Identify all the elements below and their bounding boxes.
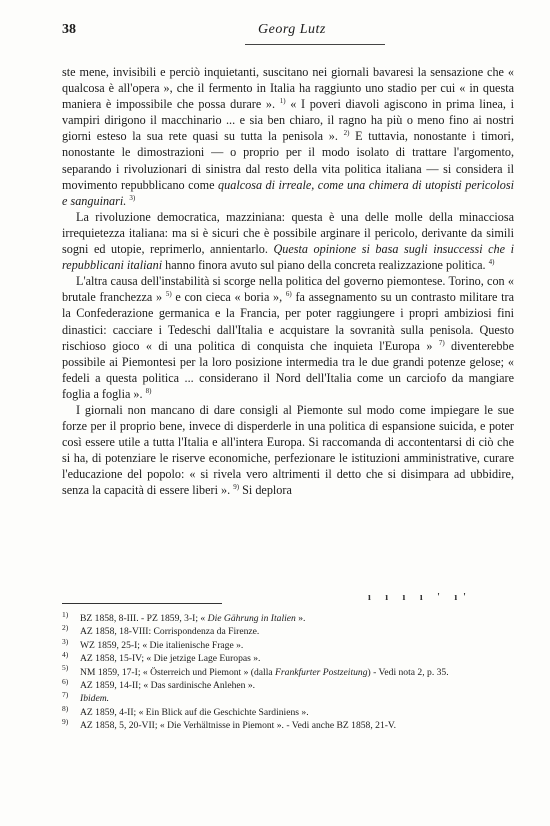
text-run: hanno finora avuto sul piano della concreta realizzazione politica.	[162, 258, 489, 273]
text-run: AZ 1859, 14-II; « Das sardinische Anlehen ».	[80, 680, 256, 692]
footnote-ref: 7)	[438, 338, 445, 347]
text-run: ste mene, invisibili e perciò inquietanti, suscitano nei giornali bavaresi la sensazione che « qualcosa è all'opera », che il fermento in Italia ha raggiunto uno stadio per cui « in questa maniera è impossibile che possa durare ».	[62, 65, 514, 112]
italic-text: Frankfurter Postzeitung	[275, 666, 368, 678]
text-run: WZ 1859, 25-I; « Die italienische Frage ».	[80, 639, 244, 651]
footnote-rule	[62, 603, 222, 604]
text-run: AZ 1858, 18-VIII: Corrispondenza da Firenze.	[80, 626, 260, 638]
text-run: AZ 1859, 4-II; « Ein Blick auf die Geschichte Sardiniens ».	[80, 706, 309, 718]
text-run: ) - Vedi nota 2, p. 35.	[367, 666, 449, 678]
footnote-ref: 4)	[488, 258, 495, 267]
footnote: 4) AZ 1858, 15-IV; « Die jetzige Lage Europas ».	[62, 650, 261, 665]
footnote: 5) NM 1859, 17-I; « Österreich und Piemont » (dalla Frankfurter Postzeitung) - Vedi nota 2, p. 35.	[62, 663, 449, 678]
footnote: 1) BZ 1858, 8-III. - PZ 1859, 3-I; « Die Gährung in Italien ».	[62, 609, 306, 624]
text-run: L'altra causa dell'instabilità si scorge nella politica del governo piemontese. Torino, con « brutale franchezza »	[62, 274, 514, 305]
text-run: ».	[295, 613, 306, 624]
footnote: 9) AZ 1858, 5, 20-VII; « Die Verhältnisse in Piemont ». - Vedi anche BZ 1858, 21-V.	[62, 717, 397, 732]
footnote-ref: 5)	[165, 290, 172, 299]
footnote: 7) Ibidem.	[62, 690, 110, 705]
page-number: 38	[62, 22, 76, 37]
text-run: AZ 1858, 5, 20-VII; « Die Verhältnisse in Piemont ». - Vedi anche BZ 1858, 21-V.	[80, 720, 397, 732]
text-run: fa assegnamento su un contrasto militare tra la Confederazione germanica e la Francia, per poter raggiungere i propri ambiziosi fini dinastici: cacciare i Tedeschi dall'Italia e acquistare la sovranità sulla penisola. Questo rischioso gioco « di una politica di conquista che inquieta l'Europa »	[62, 290, 514, 353]
footnote: 6) AZ 1859, 14-II; « Das sardinische Anlehen ».	[62, 676, 256, 692]
paragraph	[62, 402, 514, 499]
footnote: 2) AZ 1858, 18-VIII: Corrispondenza da Firenze.	[62, 623, 260, 638]
page-header	[62, 22, 514, 40]
text-run: La rivoluzione democratica, mazziniana: questa è una delle molle della minacciosa irrequietezza italiana: ma si è sicuri che è possibile arginare il pericolo, derivante da simili sogni ed utopie, reprimerlo, annientarlo.	[62, 209, 514, 257]
header-rule	[245, 44, 385, 45]
text-run: « I poveri diavoli agiscono in prima linea, i vampiri dirigono il macchinario ... e sia ben chiaro, il ragno ha più o meno fino ai nostri giorni esteso la sua rete quasi su tutta la penisola ».	[62, 97, 514, 144]
footnote-ref: 2)	[343, 129, 350, 138]
text-run: diventerebbe possibile ai Piemontesi per la loro posizione intermedia tra le due grandi potenze gelose; « fedeli a questa politica ... considerano il Nord dell'Italia come un carciofo da mangiare foglia a foglia ».	[62, 338, 514, 401]
text-run: Si deplora	[239, 483, 292, 498]
italic-text: Ibidem.	[80, 693, 110, 705]
body-text	[62, 64, 514, 499]
text-run: I giornali non mancano di dare consigli al Piemonte sul modo come impiegare le sue forze per il proprio bene, invece di disperderle in una politica di espansione suicida, e poter così essere utile a tutta l'Italia e all'intera Europa. Si raccomanda di accontentarsi di ciò che si ha, di potenziare le riserve economiche, perfezionare le istituzioni amministrative, curare l'educazione del popolo: « si rivela vero altrimenti il detto che si disimpara ad ubbidire, senza la capacità di essere liberi ».	[62, 402, 514, 498]
text-run: NM 1859, 17-I; « Österreich und Piemont » (dalla	[80, 666, 276, 678]
text-run: E tuttavia, nonostante i timori, nonostante le dimostrazioni — o proprio per il modo isolato di trattare l'argomento, separando i rivoluzionari di sinistra dal resto della vita politica italiana — si considera il movimento repubblicano come	[62, 129, 514, 192]
footnote: 3) WZ 1859, 25-I; « Die italienische Frage ».	[62, 636, 244, 651]
footnotes	[62, 609, 514, 733]
paragraph	[62, 209, 514, 273]
footnote-ref: 6)	[285, 290, 292, 299]
text-run: BZ 1858, 8-III. - PZ 1859, 3-I; «	[80, 613, 208, 624]
footnote-ref: 3)	[129, 193, 136, 202]
italic-text: qualcosa di irreale, come una chimera di utopisti pericolosi e sanguinari.	[62, 177, 514, 208]
footnote-ref: 9)	[233, 483, 240, 492]
italic-text: Questa opinione si basa sugli insuccessi che i repubblicani italiani	[62, 242, 514, 273]
footnote-ref: 8)	[145, 386, 152, 395]
running-head: Georg Lutz	[258, 22, 326, 37]
text-run: e con cieca « boria »,	[171, 290, 286, 305]
paragraph	[62, 64, 514, 209]
footnote: 8) AZ 1859, 4-II; « Ein Blick auf die Geschichte Sardiniens ».	[62, 703, 309, 718]
text-run: AZ 1858, 15-IV; « Die jetzige Lage Europas ».	[80, 653, 261, 665]
italic-text: Die Gährung in Italien	[207, 613, 296, 624]
stray-marks: ı ı ı ı ' ı'	[368, 592, 472, 603]
paragraph	[62, 273, 514, 402]
footnote-ref: 1)	[279, 97, 286, 106]
